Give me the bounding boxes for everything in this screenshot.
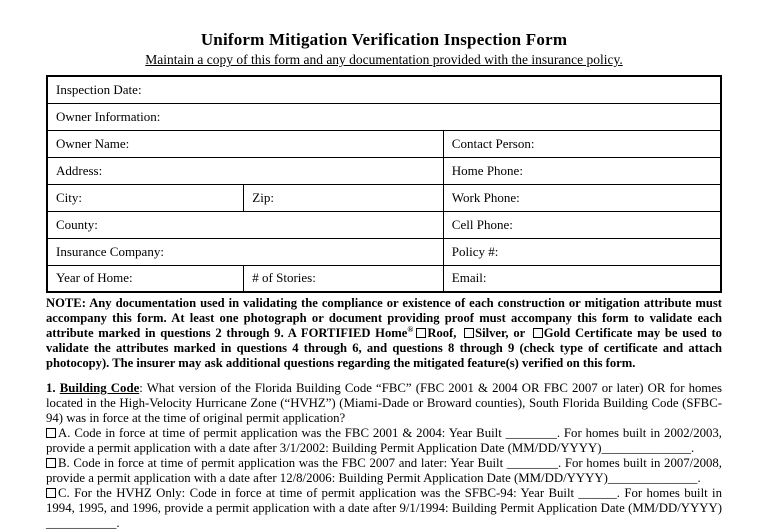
work-phone-field[interactable]: Work Phone: [443,184,721,211]
owner-information-field[interactable]: Owner Information: [47,103,721,130]
form-title: Uniform Mitigation Verification Inspection Form [200,30,568,49]
question-1-heading: Building Code [59,381,140,395]
address-field[interactable]: Address: [47,157,443,184]
home-phone-field[interactable]: Home Phone: [443,157,721,184]
registered-trademark: ® [407,324,414,334]
table-row [47,238,721,265]
note-paragraph [46,296,722,371]
fortified-silver-checkbox[interactable] [464,328,474,338]
option-a-text: A. Code in force at time of permit application was the FBC 2001 & 2004: Year Built ________. For homes built in 2002/2003, provide a permit application with a date after 3/1/2002: Building Permit Application Date (MM/DD/YYYY)______________. [46,426,722,455]
city-field[interactable]: City: [47,184,244,211]
table-row [47,184,721,211]
option-c-checkbox[interactable] [46,488,56,498]
fortified-gold-label: Gold Certificate may be used to validate the attributes marked in questions 4 through 6, and questions 8 through 9 (check type of certificate and attach photocopy). The insurer may ask additional questions regarding the mitigated feature(s) verified on this form. [46,326,722,370]
year-of-home-field[interactable]: Year of Home: [47,265,244,292]
fortified-gold-checkbox[interactable] [533,328,543,338]
table-row [47,103,721,130]
table-row [47,211,721,238]
num-stories-field[interactable]: # of Stories: [244,265,444,292]
option-b-checkbox[interactable] [46,458,56,468]
fortified-roof-label: Roof, [427,326,462,340]
zip-field[interactable]: Zip: [244,184,444,211]
question-1-option-a [46,426,722,456]
insurance-company-field[interactable]: Insurance Company: [47,238,443,265]
question-1-section [46,381,722,531]
table-row [47,265,721,292]
fortified-roof-checkbox[interactable] [416,328,426,338]
table-row [47,130,721,157]
question-1-intro [46,381,722,426]
email-field[interactable]: Email: [443,265,721,292]
question-1-number: 1. [46,381,60,395]
note-text-1: NOTE: Any documentation used in validating the compliance or existence of each construction or mitigation attribute must accompany this form. At least one photograph or document providing proof must accompany this form to validate each attribute marked in questions 2 through 9. A FORTIFIED Home [46,296,722,340]
form-subtitle: Maintain a copy of this form and any documentation provided with the insurance policy. [145,52,623,67]
cell-phone-field[interactable]: Cell Phone: [443,211,721,238]
fortified-silver-label: Silver, or [475,326,530,340]
table-row [47,76,721,103]
contact-person-field[interactable]: Contact Person: [443,130,721,157]
policy-number-field[interactable]: Policy #: [443,238,721,265]
owner-name-field[interactable]: Owner Name: [47,130,443,157]
question-1-option-c [46,486,722,531]
question-1-text: : What version of the Florida Building Code “FBC” (FBC 2001 & 2004 OR FBC 2007 or later) OR for homes located in the High-Velocity Hurricane Zone (“HVHZ”) (Miami-Dade or Broward counties), South Florida Building Code (SFBC-94) was in force at the time of original permit application? [46,381,723,425]
county-field[interactable]: County: [47,211,443,238]
option-c-text: C. For the HVHZ Only: Code in force at time of permit application was the SFBC-94: Year Built ______. For homes built in 1994, 1995, and 1996, provide a permit application with a date after 9/1/1994: Building Permit Application Date (MM/DD/YYYY) ___________. [46,486,722,530]
table-row [47,157,721,184]
inspection-date-field[interactable]: Inspection Date: [47,76,721,103]
question-1-option-b [46,456,722,486]
owner-info-table [46,75,722,293]
option-b-text: B. Code in force at time of permit application was the FBC 2007 and later: Year Built ________. For homes built in 2007/2008, provide a permit application with a date after 12/8/2006: Building Permit Application Date (MM/DD/YYYY)______________. [46,456,722,485]
option-a-checkbox[interactable] [46,428,56,438]
